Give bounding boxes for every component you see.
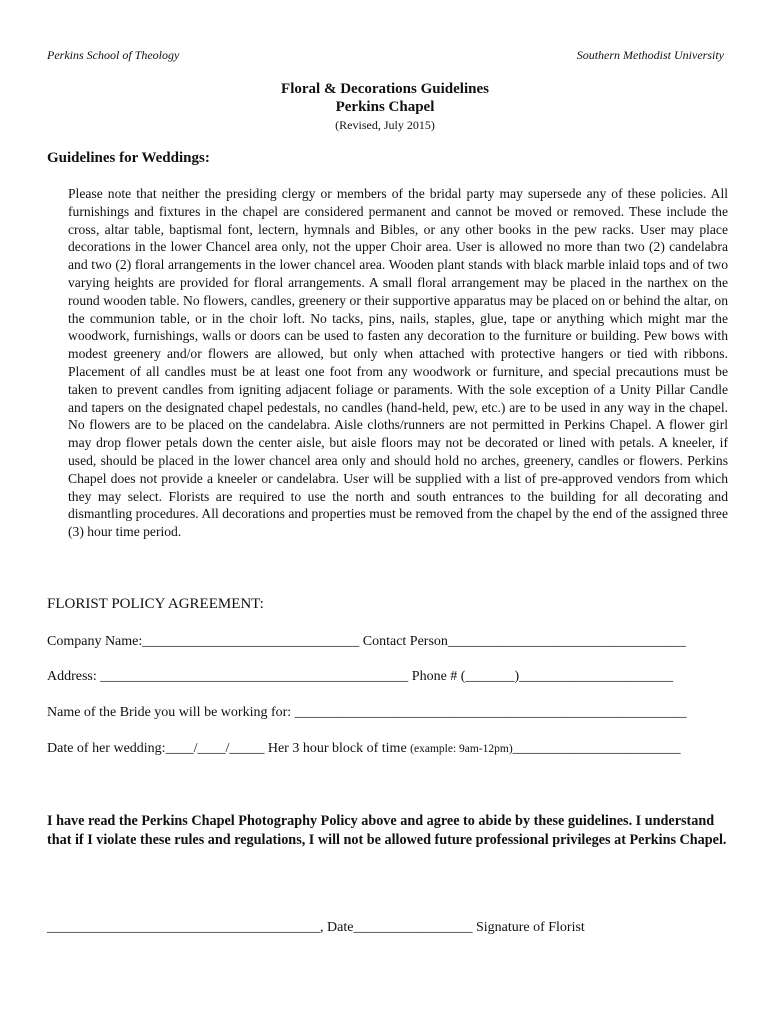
- revision-date: (Revised, July 2015): [335, 118, 435, 132]
- time-block-example: (example: 9am-12pm): [410, 743, 513, 755]
- guidelines-paragraph: Please note that neither the presiding clergy or members of the bridal party may supersede any of these policies. All furnishings and fixtures in the chapel are considered permanent and cannot be moved or removed. These include the cross, altar table, baptismal font, lectern, hymnals and Bibles, or any other books in the pew racks. User may place decorations in the lower Chancel area only, not the upper Choir area. User is allowed no more than two (2) candelabra and two (2) floral arrangements in the lower chancel area. Wooden plant stands with black marble inlaid tops and of two varying heights are provided for floral arrangements. A small floral arrangement may be placed in the narthex on the round wooden table. No flowers, candles, greenery or their supportive apparatus may be placed on or behind the altar, on the communion table, or in the choir loft. No tacks, pins, nails, staples, glue, tape or anything which might mar the woodwork, furnishings, walls or doors can be used to fasten any decoration to the furniture or building. Pew bows with modest greenery and/or flowers are allowed, but only when attached with protective hangers or tied with ribbons. Placement of all candles must be at least one foot from any woodwork or furniture, and special precautions must be taken to prevent candles from igniting adjacent foliage or paraments. With the sole exception of a Unity Pillar Candle and tapers on the designated chapel pedestals, no candles (hand-held, pew, etc.) are to be used in any way in the chapel. No flowers are to be placed on the candelabra. Aisle cloths/runners are not permitted in Perkins Chapel. A flower girl may drop flower petals down the center aisle, but aisle floors may not be decorated or lined with petals. A kneeler, if used, should be placed in the lower chancel area only and should hold no arches, greenery, candles or flowers. Perkins Chapel does not provide a kneeler or candelabra. User will be supplied with a list of pre-approved vendors from which they may select. Florists are required to use the north and south entrances to the building for all decorating and dismantling procedures. All decorations and properties must be removed from the chapel by the end of the assigned three (3) hour time period.: [68, 186, 728, 540]
- contact-person-field[interactable]: __________________________________: [447, 634, 686, 649]
- document-subtitle: Perkins Chapel: [335, 99, 435, 115]
- header-university-name: Southern Methodist University: [576, 48, 724, 62]
- time-block-field[interactable]: ________________________: [512, 741, 681, 756]
- address-phone-row: [47, 669, 723, 685]
- company-contact-row: [47, 634, 723, 650]
- phone-area-code-field[interactable]: _______: [465, 669, 515, 684]
- wedding-date-label: Date of her wedding:: [47, 741, 166, 756]
- phone-paren-close: ): [514, 669, 520, 684]
- agreement-declaration: I have read the Perkins Chapel Photography Policy above and agree to abide by these guidelines. I understand that if I violate these rules and regulations, I will not be allowed future professional privileges at Perkins Chapel.: [47, 813, 727, 848]
- wedding-date-field[interactable]: ____/____/_____: [165, 741, 265, 756]
- agreement-heading: [47, 596, 264, 613]
- bride-name-label: Name of the Bride you will be working for:: [47, 705, 295, 720]
- time-block-label: Her 3 hour block of time: [264, 741, 411, 756]
- agreement-heading-text: FLORIST POLICY AGREEMENT: [47, 596, 260, 612]
- contact-person-label: Contact Person: [359, 634, 448, 649]
- header-school-name: Perkins School of Theology: [47, 48, 180, 62]
- company-name-field[interactable]: _______________________________: [142, 634, 360, 649]
- wedding-date-row: [47, 741, 723, 757]
- phone-number-field[interactable]: ______________________: [519, 669, 674, 684]
- company-name-label: Company Name:: [47, 634, 143, 649]
- bride-name-field[interactable]: ________________________________________________________: [294, 705, 687, 720]
- phone-label: Phone # (: [408, 669, 466, 684]
- agreement-heading-colon: :: [259, 596, 264, 612]
- signature-date-label: , Date: [320, 920, 354, 935]
- section-heading: Guidelines for Weddings:: [47, 150, 210, 166]
- bride-name-row: [47, 705, 723, 721]
- document-title: Floral & Decorations Guidelines: [281, 81, 489, 97]
- address-label: Address:: [47, 669, 101, 684]
- address-field[interactable]: ____________________________________________: [100, 669, 409, 684]
- signature-row: [47, 920, 585, 936]
- signature-date-field[interactable]: _________________: [353, 920, 473, 935]
- signature-label: Signature of Florist: [472, 920, 585, 935]
- signature-field[interactable]: _______________________________________: [47, 920, 320, 935]
